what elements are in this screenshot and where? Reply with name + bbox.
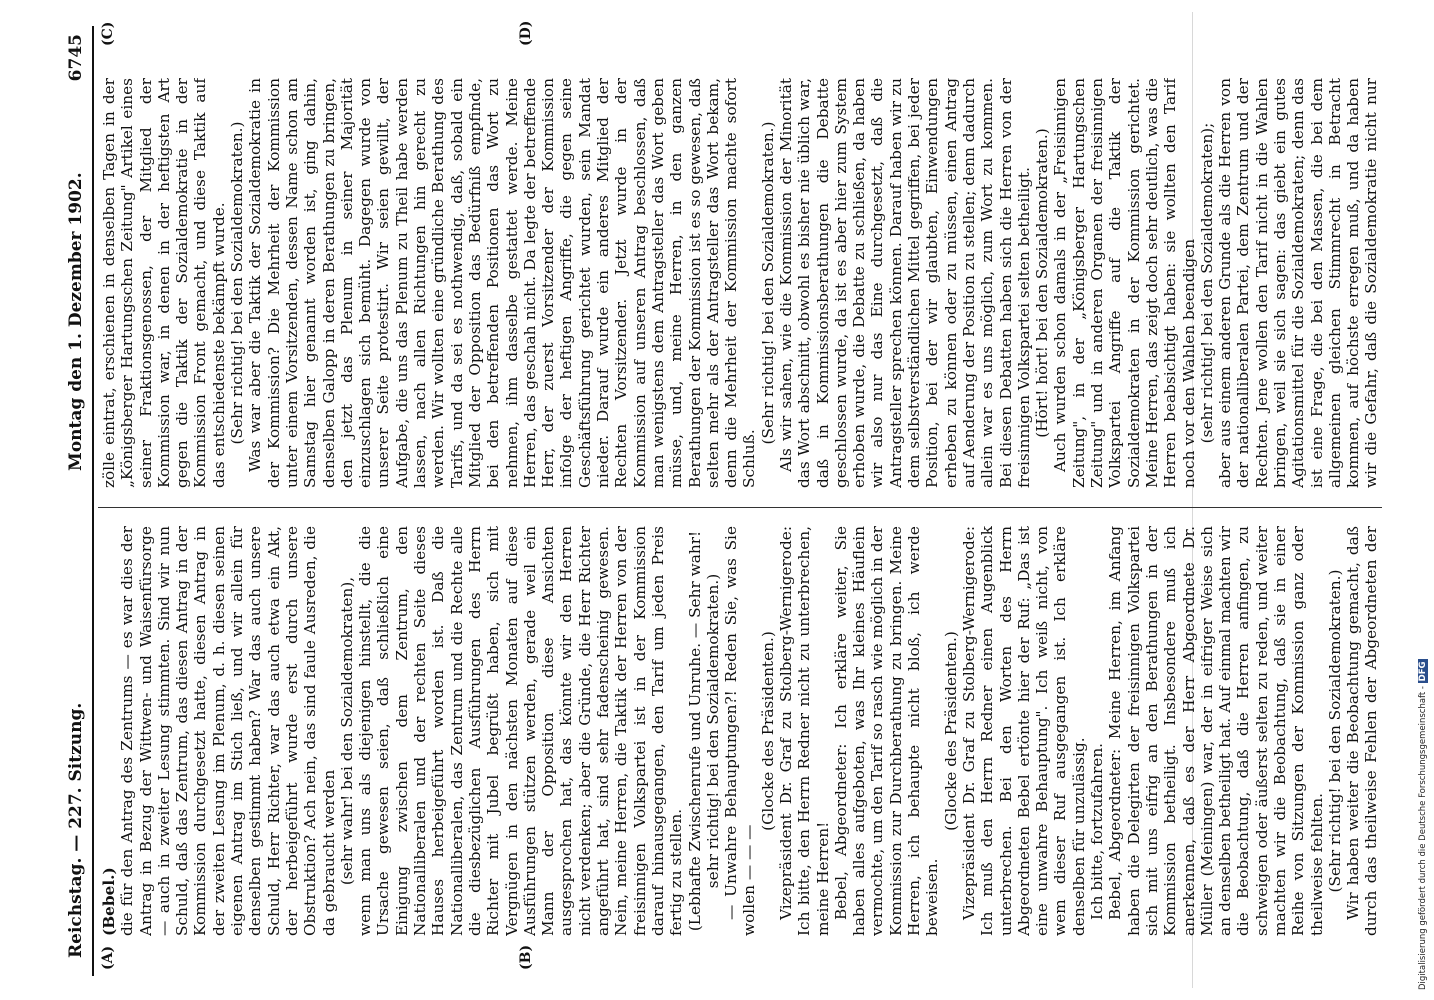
interjection: (Glocke des Präsidenten.) <box>758 631 777 831</box>
paragraph: Wir haben weiter die Beobachtung gemacht, daß durch das theilweise Fehlen der Abgeordneten der <box>1344 526 1380 936</box>
paragraph: — Unwahre Behauptungen?! Reden Sie, was Sie wollen — — — <box>722 526 759 936</box>
paragraph: wenn man uns als diejenigen hinstellt, die die Ursache gewesen seien, daß schließlich eine Einigung zwischen dem Zentrum, den Nationalliberalen und der rechten Seite dieses Hauses herbeigeführt worden ist. Daß die Nationalliberalen, das Zentrum und die Rechte alle die diesbezüglichen Ausführungen des Herrn Richter mit Jubel begrüßt haben, sich mit Vergnügen in den nächsten Monaten auf diese Ausführungen stützen werden, gerade weil ein Mann der Opposition diese Ansichten ausgesprochen hat, das könnte wir den Herren nicht verdenken; aber die Gründe, die Herr Richter angeführt hat, sind sehr fadenscheinig gewesen. Nein, meine Herren, die Taktik der Herren von der freisinnigen Volkspartei ist in der Kommission darauf hinausgegangen, den Tarif um jeden Preis fertig zu stellen. <box>356 526 686 936</box>
margin-marker-c: (C) <box>100 21 116 46</box>
page-number: 6745 <box>66 34 86 82</box>
interjection: (sehr richtig! bei den Sozialdemokraten); <box>1197 122 1216 444</box>
interjection: (Glocke des Präsidenten.) <box>941 631 960 831</box>
paragraph: zölle eintrat, erschienen in denselben Tagen in der „Königsberger Hartungschen Zeitung" Artikel eines seiner Fraktionsgenossen, der Mitglied der Kommission war, in denen in der heftigsten Art gegen die Taktik der Sozialdemokratie in der Kommission Front gemacht, und diese Taktik auf das entschiedenste bekämpft wurde. <box>100 78 228 488</box>
speaker-paragraph: Bebel, Abgeordneter: Meine Herren, im Anfang haben die Delegirten der freisinnigen Volkspartei sich mit uns eifrig an den Berathungen in der Kommission betheiligt. Insbesondere muß ich anerkennen, daß es der Herr Abgeordnete Dr. Müller (Meiningen) war, der in eifriger Weise sich an denselben betheiligt hat. Auf einmal machten wir die Beobachtung, daß die Herren anfingen, zu schweigen oder äußerst selten zu reden, und weiter machten wir die Beobachtung, daß sie in einer Reihe von Sitzungen der Kommission ganz oder theilweise fehlten. <box>1106 526 1326 936</box>
column-divider <box>98 507 1382 508</box>
interjection: (sehr wahr! bei den Sozialdemokraten), <box>337 576 356 886</box>
paragraph: Als wir sahen, wie die Kommission der Minorität das Wort abschnitt, obwohl es bisher nie üblich war, daß in Kommissionsberathungen die Debatte geschlossen wurde, da ist es aber hier zum System erhoben wurde, die Debatte zu schließen, da haben wir also nur das Eine durchgesetzt, daß die Antragsteller sprechen können. Darauf haben wir zu dem selbstverständlichen Mittel gegriffen, bei jeder Position, bei der wir glaubten, Einwendungen erheben zu können oder zu müssen, einen Antrag auf Aenderung der Position zu stellen; denn dadurch allein war es uns möglich, zum Wort zu kommen. Bei diesen Debatten haben sich die Herren von der freisinnigen Volkspartei selten betheiligt. <box>776 78 1033 488</box>
dfg-logo: DFG <box>1418 661 1428 682</box>
credit-text: Digitalisierung gefördert durch die Deutsche Forschungsgemeinschaft - <box>1418 686 1428 990</box>
interjection: (Lebhafte Zwischenrufe und Unruhe. — Sehr wahr! sehr richtig! bei den Sozialdemokraten.) <box>685 530 722 932</box>
margin-marker-b: (B) <box>518 944 534 970</box>
text-column-left <box>100 526 1380 936</box>
rotated-page-content <box>62 20 1412 976</box>
paragraph: Ich bitte, fortzufahren. <box>1088 742 1107 920</box>
header-left-title: Reichstag. — 227. Sitzung. <box>66 702 86 958</box>
interjection: (Sehr richtig! bei den Sozialdemokraten.) <box>758 121 777 445</box>
header-date: Montag den 1. Dezember 1902. <box>66 172 86 471</box>
digitization-credit <box>1418 10 1432 990</box>
paragraph: die für den Antrag des Zentrums — es war dies der Antrag in Bezug der Wittwen- und Waisenfürsorge — auch in zweiter Lesung stimmten. Sind wir nun Schuld, daß das Zentrum, das diesen Antrag in der Kommission durchgesetzt hatte, diesen Antrag in der zweiten Lesung im Plenum, d. h. diesen seinen eigenen Antrag im Stich ließ, und wir allein für denselben gestimmt haben? War das auch unsere Schuld, Herr Richter, war das auch etwa ein Akt, der herbeigeführt wurde erst durch unsere Obstruktion? Ach nein, das sind faule Ausreden, die da gebraucht werden <box>118 526 338 936</box>
margin-marker-d: (D) <box>518 20 534 46</box>
paragraph: Auch wurden schon damals in der „Freisinnigen Zeitung", in der „Königsberger Hartungschen Zeitung" und in anderen Organen der freisinnigen Volkspartei Angriffe auf die Taktik der Sozialdemokraten in der Kommission gerichtet. Meine Herren, das zeigt doch sehr deutlich, was die Herren beabsichtigt haben: sie wollten den Tarif noch vor den Wahlen beendigen <box>1051 78 1198 488</box>
page-header <box>62 26 94 976</box>
margin-marker-a: (A) <box>100 945 116 970</box>
speaker-tag: (Bebel.) <box>100 867 118 936</box>
interjection: (Hört! hört! bei den Sozialdemokraten.) <box>1033 128 1052 438</box>
speaker-paragraph: Vizepräsident Dr. Graf zu Stolberg-Wernigerode: Ich muß den Herrn Redner einen Augenblick unterbrechen. Bei den Worten des Herrn Abgeordneten Bebel ertönte hier der Ruf: „Das ist eine unwahre Behauptung". Ich weiß nicht, von wem dieser Ruf ausgegangen ist. Ich erkläre denselben für unzulässig. <box>959 526 1088 936</box>
interjection: (Sehr richtig! bei den Sozialdemokraten.) <box>1325 569 1344 893</box>
paragraph: aber aus einem anderen Grunde als die Herren von der nationalliberalen Partei, dem Zentrum und der Rechten. Jene wollen den Tarif nicht in die Wahlen bringen, weil sie sich sagen: das giebt ein gutes Agitationsmittel für die Sozialdemokraten; denn das ist eine Frage, die bei den Massen, die bei dem allgemeinen gleichen Stimmrecht in Betracht kommen, auf höchste erregen muß, und da haben wir die Gefahr, daß die Sozialdemokratie nicht nur <box>1216 78 1380 488</box>
speaker-paragraph: Bebel, Abgeordneter: Ich erkläre weiter, Sie haben alles aufgeboten, was Ihr kleines Häuflein vermochte, um den Tarif so rasch wie möglich in der Kommission zur Durchberathung zu bringen. Meine Herren, ich behaupte nicht bloß, ich werde beweisen. <box>831 526 942 936</box>
text-column-right <box>100 78 1380 488</box>
interjection: (Sehr richtig! bei den Sozialdemokraten.) <box>228 121 247 445</box>
speaker-paragraph: Vizepräsident Dr. Graf zu Stolberg-Wernigerode: Ich bitte, den Herrn Redner nicht zu unterbrechen, meine Herren! <box>776 526 832 936</box>
paragraph: Was war aber die Taktik der Sozialdemokratie in der Kommission? Die Mehrheit der Kommission unter einem Vorsitzenden, dessen Name schon am Samstag hier genannt worden ist, ging dahin, denselben Galopp in deren Berathungen zu bringen, den jetzt das Plenum in seiner Majorität einzuschlagen sich bemüht. Dagegen wurde von unserer Seite protestirt. Wir seien gewillt, der Aufgabe, die uns das Plenum zu Theil habe werden lassen, nach allen Richtungen hin gerecht zu werden. Wir wollten eine gründliche Berathung des Tarifs, und da sei es nothwendig, daß, sobald ein Mitglied der Opposition das Bedürfniß empfinde, bei den betreffenden Positionen das Wort zu nehmen, ihm dasselbe gestattet werde. Meine Herren, das geschah nicht. Da legte der betreffende Herr, der zuerst Vorsitzender der Kommission infolge der heftigen Angriffe, die gegen seine Geschäftsführung gerichtet wurden, sein Mandat nieder. Darauf wurde ein anderes Mitglied der Rechten Vorsitzender. Jetzt wurde in der Kommission auf unseren Antrag beschlossen, daß man wenigstens dem Antragsteller das Wort geben müsse, und, meine Herren, in den ganzen Berathungen der Kommission ist es so gewesen, daß selten mehr als der Antragsteller das Wort bekam, denn die Mehrheit der Kommission machte sofort Schluß. <box>246 78 759 488</box>
